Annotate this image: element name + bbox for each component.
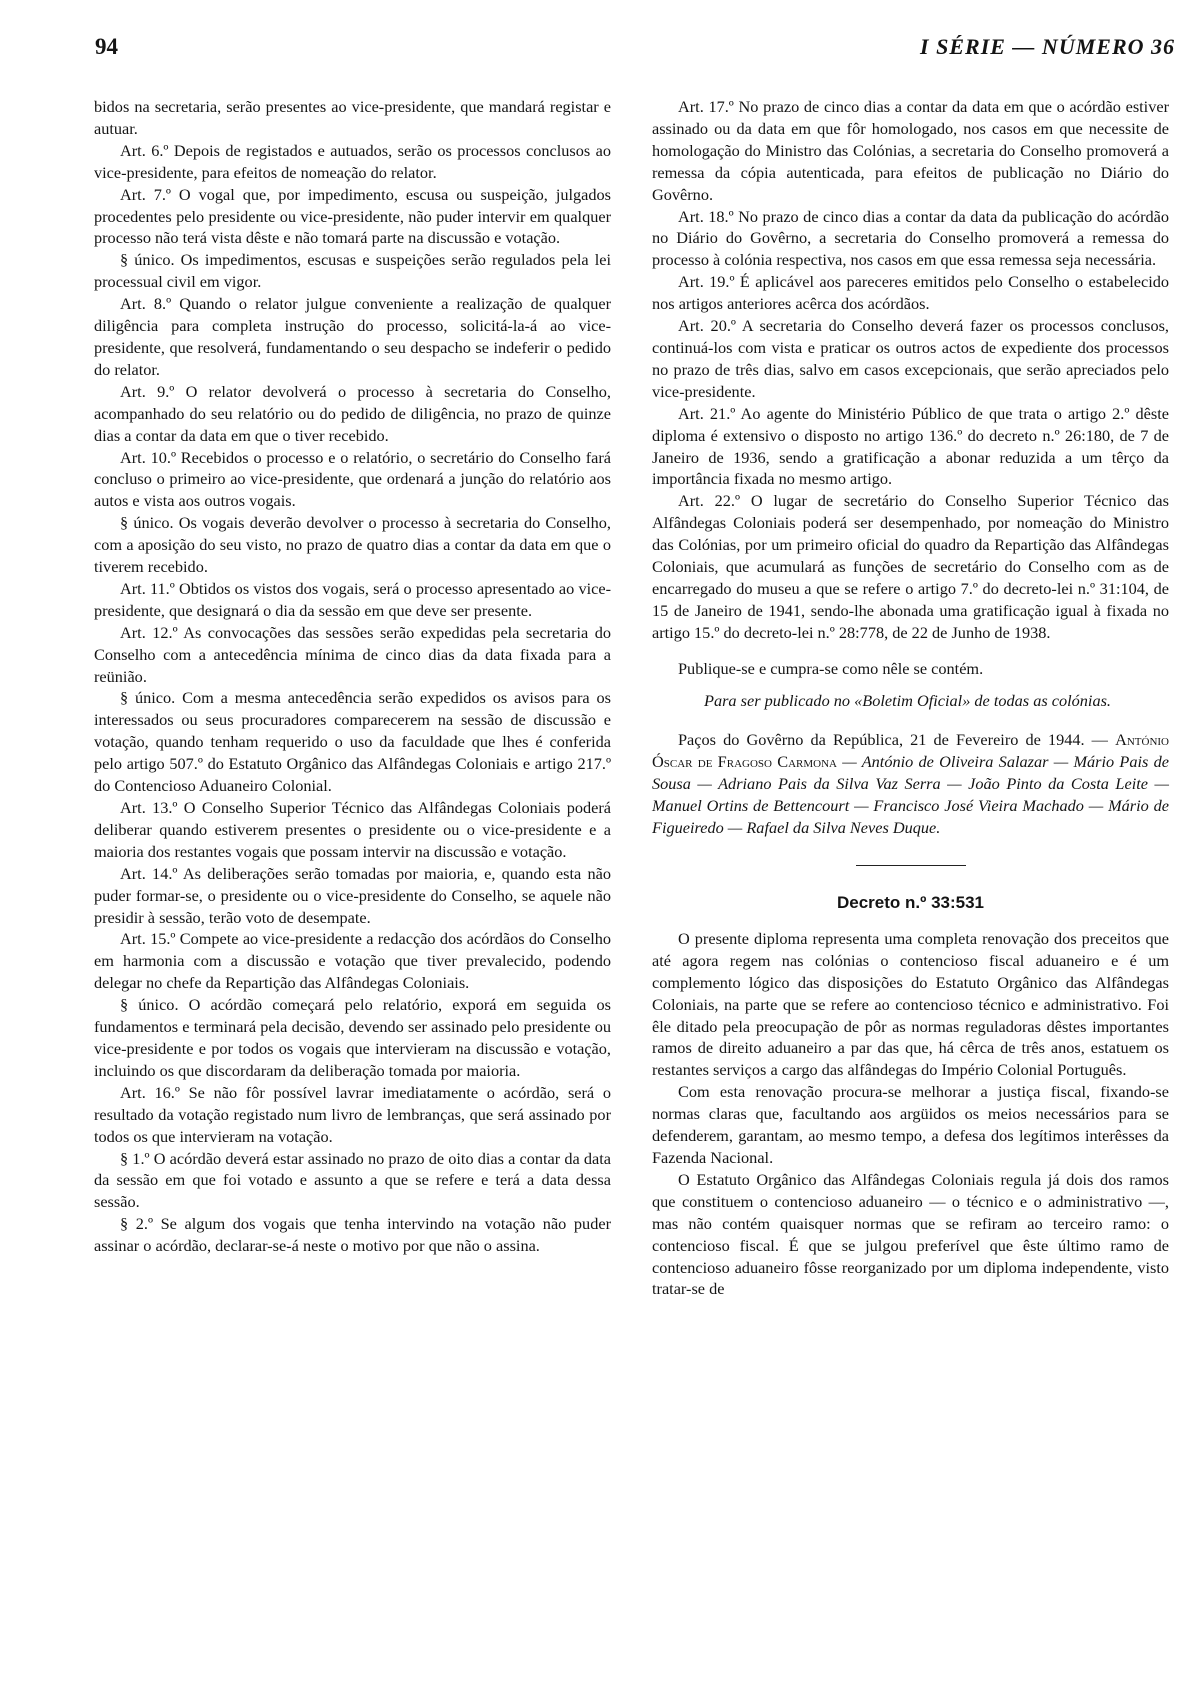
article-16-paragraph-2: § 2.º Se algum dos vogais que tenha intervindo na votação não puder assinar o acórdão, declarar-se-á neste o motivo por que não o assina. <box>94 1214 611 1256</box>
article-15: Art. 15.º Compete ao vice-presidente a redacção dos acórdãos do Conselho em harmonia com a discussão e votação que tiver prevalecido, podendo delegar no chefe da Repartição das Alfândegas Coloniais. <box>94 929 611 993</box>
article-13: Art. 13.º O Conselho Superior Técnico das Alfândegas Coloniais poderá deliberar quando estiverem presentes o presidente ou o vice-presidente e a maioria dos restantes vogais que possam intervir na discussão e votação. <box>94 798 611 861</box>
page-number: 94 <box>95 34 118 59</box>
right-column <box>652 96 1169 1300</box>
article-19: Art. 19.º É aplicável aos pareceres emitidos pelo Conselho o estabelecido nos artigos anteriores acêrca dos acórdãos. <box>652 272 1169 314</box>
article-18: Art. 18.º No prazo de cinco dias a contar da data da publicação do acórdão no Diário do Govêrno, a secretaria do Conselho promoverá a remessa do processo à colónia respectiva, nos casos em que essa remessa seja necessária. <box>652 206 1169 270</box>
article-16-paragraph-1: § 1.º O acórdão deverá estar assinado no prazo de oito dias a contar da data da sessão em que foi votado e assunto a que se refere e terá a data dessa sessão. <box>94 1148 611 1212</box>
decree-paragraph: O presente diploma representa uma completa renovação dos preceitos que até agora regem nas colónias o contencioso fiscal aduaneiro e é um complemento lógico das disposições do Estatuto Orgânico das Alfândegas Coloniais, na parte que se refere ao contencioso técnico e administrativo. Foi êle ditado pela preocupação de pôr as normas reguladoras dêstes importantes ramos de direito aduaneiro a par das que, há cêrca de três anos, estatuem os restantes serviços a cargo das alfândegas do Império Colonial Português. <box>652 928 1169 1080</box>
article-10-single-paragraph: § único. Os vogais deverão devolver o processo à secretaria do Conselho, com a aposição do seu visto, no prazo de quatro dias a contar da data em que o tiverem recebido. <box>94 513 611 577</box>
article-8: Art. 8.º Quando o relator julgue conveniente a realização de qualquer diligência para completa instrução do processo, solicitá-la-á ao vice-presidente, que resolverá, fundamentando o seu despacho se indeferir o pedido do relator. <box>94 294 611 379</box>
signature-ministers: — António de Oliveira Salazar — Mário Pais de Sousa — Adriano Pais da Silva Vaz Serra — João Pinto da Costa Leite — Manuel Ortins de Bettencourt — Francisco José Vieira Machado — Mário de Figueiredo — Rafael da Silva Neves Duque. <box>652 752 1169 838</box>
article-7-single-paragraph: § único. Os impedimentos, escusas e suspeições serão regulados pela lei processual civil em vigor. <box>94 250 611 292</box>
article-16: Art. 16.º Se não fôr possível lavrar imediatamente o acórdão, será o resultado da votação registado num livro de lembranças, que será assinado por todos os que intervieram na votação. <box>94 1082 611 1146</box>
running-header <box>95 34 1175 74</box>
article-17: Art. 17.º No prazo de cinco dias a contar da data em que o acórdão estiver assinado ou da data em que fôr homologado, nos casos em que necessite de homologação do Ministro das Colónias, a secretaria do Conselho promoverá a remessa da cópia autenticada, para efeitos de publicação no Diário do Govêrno. <box>652 97 1169 204</box>
signature-date: Paços do Govêrno da República, 21 de Fevereiro de 1944. — <box>678 730 1108 750</box>
left-column <box>94 96 611 1257</box>
signature-president: António Óscar de Fragoso Carmona <box>652 730 1169 772</box>
article-14: Art. 14.º As deliberações serão tomadas por maioria, e, quando esta não puder formar-se, o presidente ou o vice-presidente do Conselho, se aquele não presidir à sessão, terão voto de desempate. <box>94 863 611 927</box>
article-20: Art. 20.º A secretaria do Conselho deverá fazer os processos conclusos, continuá-los com vista e praticar os outros actos de expediente dos processos no prazo de três dias, salvo em casos excepcionais, que serão apreciados pelo vice-presidente. <box>652 316 1169 401</box>
series-number: I SÉRIE — NÚMERO 36 <box>920 34 1175 59</box>
decree-paragraph: Com esta renovação procura-se melhorar a justiça fiscal, fixando-se normas claras que, facultando aos argüidos os meios necessários para se defenderem, garantam, ao mesmo tempo, a defesa dos legítimos interêsses da Fazenda Nacional. <box>652 1082 1169 1167</box>
article-6: Art. 6.º Depois de registados e autuados, serão os processos conclusos ao vice-presidente, para efeitos de nomeação do relator. <box>94 140 611 182</box>
article-7: Art. 7.º O vogal que, por impedimento, escusa ou suspeição, julgados procedentes pelo presidente ou vice-presidente, não puder intervir em qualquer processo não terá vista dêste e não tomará parte na discussão e votação. <box>94 184 611 248</box>
article-22: Art. 22.º O lugar de secretário do Conselho Superior Técnico das Alfândegas Coloniais poderá ser desempenhado, por nomeação do Ministro das Colónias, por um primeiro oficial do quadro da Repartição das Alfândegas Coloniais, que acumulará as funções de secretário do Conselho com as de encarregado do museu a que se refere o artigo 7.º do decreto-lei n.º 31:104, de 15 de Janeiro de 1941, sendo-lhe abonada uma gratificação igual à fixada no artigo 15.º do decreto-lei n.º 28:778, de 22 de Junho de 1938. <box>652 491 1169 642</box>
article-21: Art. 21.º Ao agente do Ministério Público de que trata o artigo 2.º dêste diploma é extensivo o disposto no artigo 136.º do decreto n.º 26:180, de 7 de Janeiro de 1936, sendo a gratificação a abonar reduzida a um têrço da importância fixada no mesmo artigo. <box>652 403 1169 489</box>
decree-paragraph: O Estatuto Orgânico das Alfândegas Coloniais regula já dois dos ramos que constituem o contencioso aduaneiro — o técnico e o administrativo —, mas não contém quaisquer normas que se refiram ao terceiro ramo: o contencioso fiscal. É que se julgou preferível que êste último ramo de contencioso aduaneiro fôsse reorganizado por um diploma independente, visto tratar-se de <box>652 1169 1169 1299</box>
article-10: Art. 10.º Recebidos o processo e o relatório, o secretário do Conselho fará concluso o primeiro ao vice-presidente, que ordenará a junção do relatório aos autos e vista aos outros vogais. <box>94 447 611 511</box>
article-12: Art. 12.º As convocações das sessões serão expedidas pela secretaria do Conselho com a antecedência mínima de cinco dias da data fixada para a reünião. <box>94 622 611 686</box>
article-9: Art. 9.º O relator devolverá o processo à secretaria do Conselho, acompanhado do seu relatório ou do pedido de diligência, no prazo de quinze dias a contar da data em que o tiver recebido. <box>94 381 611 445</box>
closing-formula: Publique-se e cumpra-se como nêle se contém. <box>678 658 984 678</box>
section-divider <box>856 865 966 866</box>
decree-title: Decreto n.º 33:531 <box>837 893 984 912</box>
publication-note: Para ser publicado no «Boletim Oficial» de todas as colónias. <box>704 690 1111 710</box>
article-12-single-paragraph: § único. Com a mesma antecedência serão expedidos os avisos para os interessados ou seus procuradores comparecerem na sessão de discussão e votação, quando tenham requerido o uso da faculdade que lhes é conferida pelo artigo 507.º do Estatuto Orgânico das Alfândegas Coloniais e artigo 217.º do Contencioso Aduaneiro Colonial. <box>94 688 611 796</box>
paragraph: bidos na secretaria, serão presentes ao vice-presidente, que mandará registar e autuar. <box>94 97 611 138</box>
article-11: Art. 11.º Obtidos os vistos dos vogais, será o processo apresentado ao vice-presidente, que designará o dia da sessão em que deve ser presente. <box>94 578 611 620</box>
signature-block <box>652 729 1169 839</box>
article-15-single-paragraph: § único. O acórdão começará pelo relatório, exporá em seguida os fundamentos e terminará pela decisão, devendo ser assinado pelo presidente ou vice-presidente e por todos os vogais que intervieram na discussão e votação, incluindo os que discordaram da deliberação tomada por maioria. <box>94 995 611 1080</box>
